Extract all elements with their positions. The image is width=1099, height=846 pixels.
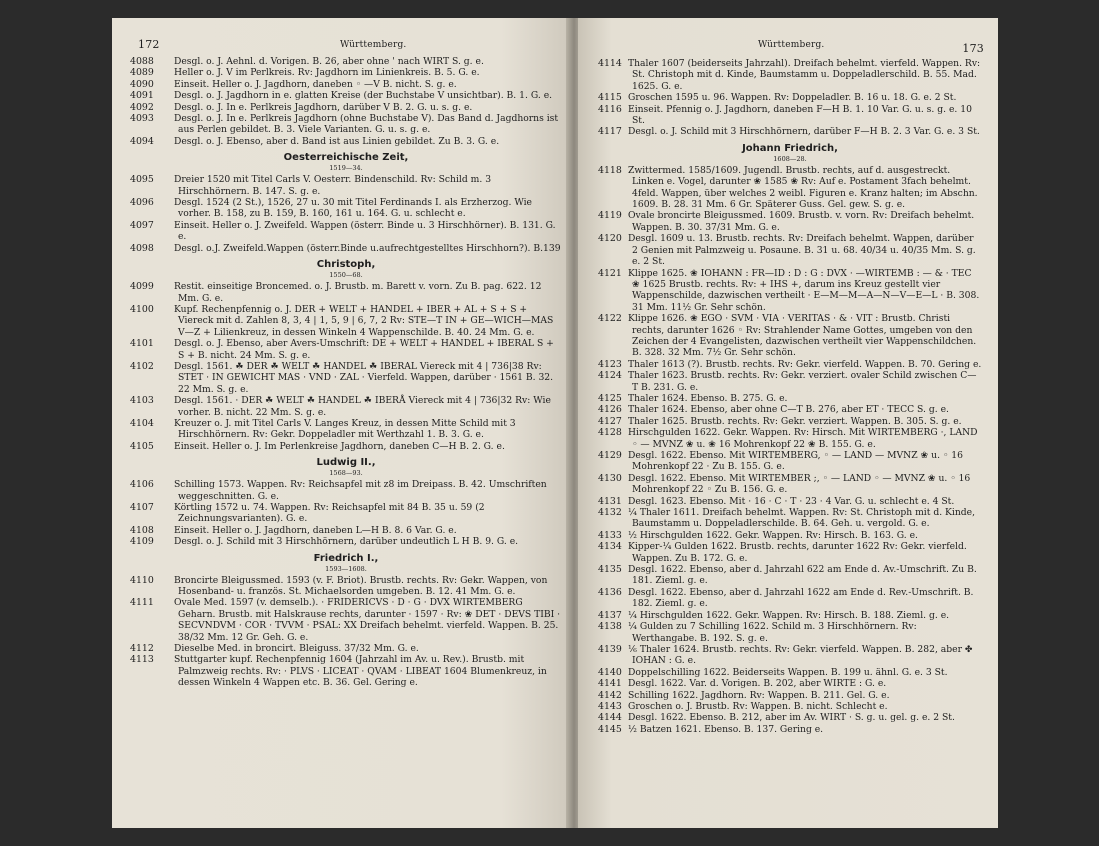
entry-number: 4100 [130,303,154,315]
catalog-entry [130,654,562,688]
catalog-entry [130,536,562,547]
section-years: 1568—93. [329,469,363,478]
entry-number: 4106 [130,479,154,491]
catalog-entry [598,233,982,267]
entry-text: Dreier 1520 mit Titel Carls V. Oesterr. Bindenschild. Rv: Schild m. 3 Hirschhörnern. B. 147. S. g. e. [174,174,492,197]
catalog-entry [598,126,982,137]
catalog-entry [598,404,982,415]
catalog-entry [598,667,982,678]
entry-number: 4094 [130,135,154,147]
entry-text: Thaler 1624. Ebenso. B. 275. G. e. [628,392,788,404]
catalog-entry [130,395,562,418]
entry-text: Einseit. Heller o. J. Im Perlenkreise Jagdhorn, daneben C—H B. 2. G. e. [174,440,505,452]
entry-text: Thaler 1624. Ebenso, aber ohne C—T B. 276, aber ET · TECC S. g. e. [628,404,949,416]
entry-number: 4119 [598,210,622,222]
entry-number: 4102 [130,360,154,372]
catalog-entry [130,220,562,243]
entry-number: 4134 [598,541,622,553]
catalog-entry [130,338,562,361]
entry-text: Desgl. 1524 (2 St.), 1526, 27 u. 30 mit Titel Ferdinands I. als Erzherzog. Wie vorher. B. 158, zu B. 159, B. 160, 161 u. 164. G. u. schlecht e. [174,197,532,220]
catalog-entry [598,507,982,530]
catalog-entry [130,441,562,452]
entry-text: Klippe 1626. ❀ EGO · SVM · VIA · VERITAS · & · VIT : Brustb. Christi rechts, darunter 1626 ◦ Rv: Strahlender Name Gottes, umgeben von den Zeichen der 4 Evangelisten, dazwischen vertheilt vier Wappenschildchen. B. 328. 32 Mm. 7½ Gr. Sehr schön. [628,313,977,359]
catalog-entry [598,313,982,359]
entry-number: 4117 [598,126,622,138]
entry-number: 4116 [598,103,622,115]
entry-number: 4123 [598,358,622,370]
entry-text: ½ Hirschgulden 1622. Gekr. Wappen. Rv: Hirsch. B. 163. G. e. [628,529,918,541]
entry-number: 4112 [130,643,154,655]
section-heading: Friedrich I., [313,552,379,564]
entry-text: Desgl. 1561. · DER ☘ WELT ☘ HANDEL ☘ IBERÅ Viereck mit 4 | 736|32 Rv: Wie vorher. B. nicht. 22 Mm. S. g. e. [174,395,551,418]
entry-number: 4140 [598,666,622,678]
catalog-entry [598,644,982,667]
section-heading: Christoph, [316,259,376,271]
catalog-entry [598,165,982,211]
entry-text: Ovale broncirte Bleigussmed. 1609. Brustb. v. vorn. Rv: Dreifach behelmt. Wappen. B. 30. 37/31 Mm. G. e. [628,210,975,233]
entry-number: 4127 [598,415,622,427]
entry-text: Doppelschilling 1622. Beiderseits Wappen. B. 199 u. ähnl. G. e. 3 St. [628,666,948,678]
entry-text: Desgl. o. J. Aehnl. d. Vorigen. B. 26, aber ohne ' nach WIRT S. g. e. [174,56,484,67]
entry-number: 4137 [598,609,622,621]
catalog-entry [598,678,982,689]
catalog-entry [598,541,982,564]
entry-text: Desgl. o. J. Jagdhorn in e. glatten Kreise (der Buchstabe V unsichtbar). B. 1. G. e. [174,90,553,102]
entry-number: 4144 [598,712,622,724]
entry-number: 4101 [130,338,154,350]
entry-text: Schilling 1622. Jagdhorn. Rv: Wappen. B. 211. Gel. G. e. [628,689,890,701]
entry-number: 4095 [130,174,154,186]
entry-text: Desgl. o. J. Schild mit 3 Hirschhörnern, darüber F—H B. 2. 3 Var. G. e. 3 St. [628,126,980,138]
entry-number: 4114 [598,58,622,69]
entry-number: 4105 [130,440,154,452]
entry-text: Broncirte Bleigussmed. 1593 (v. F. Briot). Brustb. rechts. Rv: Gekr. Wappen, von Hosenband- u. französ. St. Michaelsorden umgeben. B. 12. 41 Mm. G. e. [174,574,548,598]
entry-text: Desgl. o. J. Ebenso, aber d. Band ist aus Linien gebildet. Zu B. 3. G. e. [174,135,500,147]
section-heading: Oesterreichische Zeit, [283,152,409,164]
catalog-entry [130,502,562,525]
entry-number: 4138 [598,621,622,633]
entry-text: Thaler 1607 (beiderseits Jahrzahl). Dreifach behelmt. vierfeld. Wappen. Rv: St. Christoph mit d. Kinde, Baumstamm u. Doppeladlerschild. B. 55. Mad. 1625. G. e. [628,58,981,92]
entry-text: Dieselbe Med. in broncirt. Bleiguss. 37/32 Mm. G. e. [174,643,419,655]
entry-number: 4115 [598,92,622,104]
left-running-head: Württemberg. [340,40,407,50]
catalog-entry [598,564,982,587]
catalog-entry [130,304,562,338]
entry-text: Thaler 1613 (?). Brustb. rechts. Rv: Gekr. vierfeld. Wappen. B. 70. Gering e. [628,358,982,370]
catalog-entry [598,473,982,496]
entry-number: 4088 [130,56,154,67]
catalog-entry [130,479,562,502]
entry-text: ½ Batzen 1621. Ebenso. B. 137. Gering e. [628,723,824,735]
section-years: 1519—34. [329,164,363,173]
entry-number: 4096 [130,197,154,209]
entry-number: 4113 [130,654,154,666]
entry-number: 4110 [130,574,154,586]
catalog-entry [130,102,562,113]
entry-number: 4097 [130,219,154,231]
entry-text: Desgl. o. J. In e. Perlkreis Jagdhorn, darüber V B. 2. G. u. s. g. e. [174,101,473,113]
entry-number: 4090 [130,78,154,90]
section-heading: Ludwig II., [316,457,376,469]
section-heading: Johann Friedrich, [742,142,838,154]
left-page-number: 172 [138,38,160,51]
entry-number: 4089 [130,67,154,79]
entry-text: Desgl. 1609 u. 13. Brustb. rechts. Rv: Dreifach behelmt. Wappen, darüber 2 Genien mit Palmzweig u. Posaune. B. 31 u. 68. 40/34 u. 40/35 Mm. S. g. e. 2 St. [628,233,976,268]
catalog-entry [598,587,982,610]
left-page-body [130,56,562,689]
entry-text: ¼ Hirschgulden 1622. Gekr. Wappen. Rv: Hirsch. B. 188. Zieml. g. e. [628,609,950,621]
entry-text: Desgl. 1623. Ebenso. Mit · 16 · C · T · 23 · 4 Var. G. u. schlecht e. 4 St. [628,495,955,507]
catalog-entry [130,174,562,197]
entry-number: 4122 [598,313,622,325]
right-page [578,18,998,828]
entry-text: Schilling 1573. Wappen. Rv: Reichsapfel mit z8 im Dreipass. B. 42. Umschriften weggeschnitten. G. e. [174,479,547,502]
entry-number: 4103 [130,395,154,407]
catalog-entry [598,427,982,450]
catalog-entry [130,113,562,136]
entry-number: 4132 [598,507,622,519]
entry-number: 4099 [130,281,154,293]
entry-text: ¼ Gulden zu 7 Schilling 1622. Schild m. 3 Hirschhörnern. Rv: Werthangabe. B. 192. S. g. e. [628,621,917,644]
entry-number: 4128 [598,427,622,439]
entry-number: 4107 [130,502,154,513]
entry-number: 4120 [598,233,622,245]
catalog-entry [130,243,562,254]
entry-number: 4142 [598,689,622,701]
entry-number: 4124 [598,370,622,382]
entry-number: 4118 [598,164,622,176]
entry-text: ⅙ Thaler 1624. Brustb. rechts. Rv: Gekr. vierfeld. Wappen. B. 282, aber ✤ IOHAN : G. e. [628,643,973,667]
entry-number: 4141 [598,678,622,690]
catalog-entry [598,370,982,393]
catalog-entry [130,79,562,90]
catalog-entry [598,359,982,370]
entry-number: 4109 [130,536,154,548]
right-running-head: Württemberg. [758,40,825,50]
entry-text: Thaler 1623. Brustb. rechts. Rv: Gekr. verziert. ovaler Schild zwischen C—T B. 231. G. e. [628,370,977,393]
entry-number: 4093 [130,113,154,125]
entry-text: Kupf. Rechenpfennig o. J. DER + WELT + HANDEL + IBER + AL + S + S + Viereck mit d. Zahlen 8, 3, 4 | 1, 5, 9 | 6, 7, 2 Rv: STE—T IN + GE—WICH—MAS V—Z + Lilienkreuz, in dessen Winkeln 4 Wappenschilde. B. 40. 24 Mm. G. e. [174,303,554,338]
entry-text: Kreuzer o. J. mit Titel Carls V. Langes Kreuz, in dessen Mitte Schild mit 3 Hirschhörnern. Rv: Gekr. Doppeladler mit Werthzahl 1. B. 3. G. e. [174,417,516,441]
catalog-entry [598,690,982,701]
entry-number: 4139 [598,643,622,655]
entry-text: Desgl. o. J. Ebenso, aber Avers-Umschrift: DE + WELT + HANDEL + IBERAL S + S + B. nicht. 24 Mm. S. g. e. [174,338,554,361]
entry-text: Einseit. Heller o. J. Jagdhorn, daneben L—H B. 8. 6 Var. G. e. [174,524,457,536]
catalog-entry [598,393,982,404]
entry-number: 4108 [130,524,154,536]
entry-text: Groschen 1595 u. 96. Wappen. Rv: Doppeladler. B. 16 u. 18. G. e. 2 St. [628,92,957,104]
catalog-entry [130,643,562,654]
entry-text: Heller o. J. V im Perlkreis. Rv: Jagdhorn im Linienkreis. B. 5. G. e. [174,67,480,79]
entry-number: 4131 [598,495,622,507]
catalog-entry [598,496,982,507]
catalog-entry [598,621,982,644]
catalog-entry [598,268,982,314]
entry-text: Kipper-¼ Gulden 1622. Brustb. rechts, darunter 1622 Rv: Gekr. vierfeld. Wappen. Zu B. 172. G. e. [628,541,967,564]
entry-text: Stuttgarter kupf. Rechenpfennig 1604 (Jahrzahl im Av. u. Rev.). Brustb. mit Palmzweig rechts. Rv: · PLVS · LICEAT · QVAM · LIBEAT 1604 Blumenkreuz, in dessen Winkeln 4 Wappen etc. B. 36. Gel. Gering e. [174,654,547,689]
entry-text: Desgl. 1622. Ebenso. Mit WIRTEMBERG, ◦ — LAND — MVNZ ❀ u. ◦ 16 Mohrenkopf 22 · Zu B. 155. G. e. [628,450,963,473]
entry-text: Desgl. 1622. Ebenso. B. 212, aber im Av. WIRT · S. g. u. gel. g. e. 2 St. [628,712,955,724]
catalog-entry [130,67,562,78]
catalog-entry [130,575,562,598]
catalog-entry [130,56,562,67]
catalog-entry [598,450,982,473]
entry-text: Thaler 1625. Brustb. rechts. Rv: Gekr. verziert. Wappen. B. 305. S. g. e. [628,415,962,427]
entry-number: 4133 [598,529,622,541]
entry-number: 4121 [598,267,622,279]
right-page-body [598,58,982,735]
entry-number: 4098 [130,242,154,254]
catalog-entry [598,104,982,127]
catalog-entry [130,197,562,220]
entry-text: Desgl. 1622. Var. d. Vorigen. B. 202, aber WIRTE : G. e. [628,678,887,690]
catalog-entry [130,281,562,304]
entry-text: Desgl. o. J. In e. Perlkreis Jagdhorn (ohne Buchstabe V). Das Band d. Jagdhorns ist aus Perlen gebildet. B. 3. Viele Varianten. G. u. s. g. e. [174,113,559,136]
right-page-number: 173 [962,42,984,55]
catalog-entry [598,701,982,712]
catalog-entry [130,418,562,441]
entry-number: 4092 [130,101,154,113]
catalog-entry [130,136,562,147]
catalog-entry [598,416,982,427]
entry-text: Desgl. 1622. Ebenso, aber d. Jahrzahl 622 am Ende d. Av.-Umschrift. Zu B. 181. Zieml. g. e. [628,564,977,587]
entry-number: 4111 [130,597,154,609]
entry-text: Einseit. Heller o. J. Jagdhorn, daneben ◦ —V B. nicht. S. g. e. [174,78,457,90]
entry-text: Körtling 1572 u. 74. Wappen. Rv: Reichsapfel mit 84 B. 35 u. 59 (2 Zeichnungsvarianten). G. e. [174,502,485,525]
catalog-entry [130,525,562,536]
entry-text: Zwittermed. 1585/1609. Jugendl. Brustb. rechts, auf d. ausgestreckt. Linken e. Vogel, darunter ❀ 1585 ❀ Rv: Auf e. Postament 3fach behelmt. 4feld. Wappen, über welches 2 weibl. Figuren e. Kranz halten; im Abschn. 1609. B. 28. 31 Mm. 6 Gr. Späterer Guss. Gel. gew. S. g. e. [628,164,978,211]
entry-number: 4135 [598,564,622,576]
entry-number: 4129 [598,450,622,461]
left-page [112,18,570,828]
entry-text: Einseit. Heller o. J. Zweifeld. Wappen (österr. Binde u. 3 Hirschhörner). B. 131. G. e. [174,219,556,243]
catalog-entry [598,58,982,92]
entry-text: Einseit. Pfennig o. J. Jagdhorn, daneben F—H B. 1. 10 Var. G. u. s. g. e. 10 St. [628,103,972,127]
catalog-entry [598,210,982,233]
catalog-entry [598,712,982,723]
entry-number: 4091 [130,90,154,102]
entry-number: 4136 [598,586,622,598]
entry-number: 4145 [598,723,622,735]
entry-text: Desgl. o.J. Zweifeld.Wappen (österr.Binde u.aufrechtgestelltes Hirschhorn?). B.139 [174,242,561,254]
entry-text: Hirschgulden 1622. Gekr. Wappen. Rv: Hirsch. Mit WIRTEMBERG ·, LAND ◦ — MVNZ ❀ u. ❀ 16 Mohrenkopf 22 ❀ B. 155. G. e. [628,427,978,450]
section-years: 1593—1608. [325,564,367,573]
entry-text: Restit. einseitige Broncemed. o. J. Brustb. m. Barett v. vorn. Zu B. pag. 622. 12 Mm. G. e. [174,281,542,304]
catalog-entry [130,361,562,395]
section-years: 1608—28. [773,154,807,163]
entry-text: Desgl. 1561. ☘ DER ☘ WELT ☘ HANDEL ☘ IBERAL Viereck mit 4 | 736|38 Rv: STET · IN GEWICHT MAS · VND · ZAL · Vierfeld. Wappen, darüber · 1561 B. 32. 22 Mm. S. g. e. [174,360,554,395]
catalog-entry [598,724,982,735]
catalog-entry [598,92,982,103]
entry-text: Groschen o. J. Brustb. Rv: Wappen. B. nicht. Schlecht e. [628,700,888,712]
section-years: 1550—68. [329,271,363,280]
entry-text: Desgl. 1622. Ebenso, aber d. Jahrzahl 1622 am Ende d. Rev.-Umschrift. B. 182. Zieml. g. e. [628,586,974,610]
entry-number: 4130 [598,472,622,484]
entry-text: Desgl. o. J. Schild mit 3 Hirschhörnern, darüber undeutlich L H B. 9. G. e. [174,536,519,548]
entry-number: 4104 [130,417,154,429]
entry-number: 4126 [598,404,622,416]
entry-number: 4125 [598,392,622,404]
entry-text: Ovale Med. 1597 (v. demselb.). · FRIDERICVS · D · G · DVX WIRTEMBERG Geharn. Brustb. mit Halskrause rechts, darunter · 1597 · Rv: ❀ DET · DEVS TIBI · SECVNDVM · COR · TVVM · PSAL: XX Dreifach behelmt. vierfeld. Wappen. B. 25. 38/32 Mm. 12 Gr. Geh. G. e. [174,597,561,643]
entry-text: ¼ Thaler 1611. Dreifach behelmt. Wappen. Rv: St. Christoph mit d. Kinde, Baumstamm u. Doppeladlerschilde. B. 64. Geh. u. vergold. G. e. [628,507,976,530]
entry-text: Klippe 1625. ❀ IOHANN : FR—ID : D : G : DVX · —WIRTEMB : — & · TEC ❀ 1625 Brustb. rechts. Rv: + IHS +, darum ins Kreuz gestellt vier Wappenschilde, dazwischen vertheilt · E—M—M—A—N—V—E—L · B. 308. 31 Mm. 11½ Gr. Sehr schön. [628,267,980,313]
entry-number: 4143 [598,700,622,712]
entry-text: Desgl. 1622. Ebenso. Mit WIRTEMBER ;, ◦ — LAND ◦ — MVNZ ❀ u. ◦ 16 Mohrenkopf 22 ◦ Zu B. 156. G. e. [628,472,971,496]
catalog-entry [130,597,562,643]
catalog-entry [598,530,982,541]
catalog-entry [130,90,562,101]
catalog-entry [598,610,982,621]
